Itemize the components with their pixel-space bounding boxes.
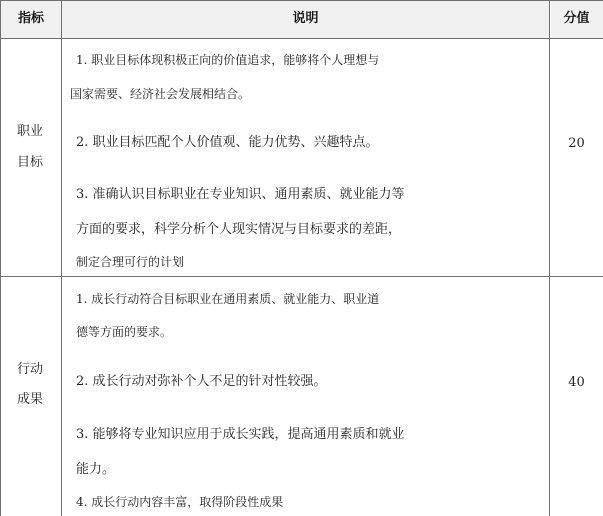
description-line: 制定合理可行的计划 bbox=[76, 255, 185, 269]
description-line: 1. 成长行动符合目标职业在通用素质、就业能力、职业道 bbox=[76, 292, 380, 306]
indicator-label: 成果 bbox=[17, 392, 44, 407]
indicator-label: 职业 bbox=[17, 124, 44, 139]
score-value: 40 bbox=[568, 375, 585, 390]
description-line: 能力。 bbox=[76, 462, 116, 477]
description-line: 2. 职业目标匹配个人价值观、能力优势、兴趣特点。 bbox=[76, 135, 379, 150]
description-line: 1. 职业目标体现积极正向的价值追求，能够将个人理想与 bbox=[76, 53, 380, 67]
indicator-label: 目标 bbox=[17, 155, 44, 170]
column-divider-1 bbox=[61, 0, 62, 516]
description-line: 3. 准确认识目标职业在专业知识、通用素质、就业能力等 bbox=[76, 187, 405, 202]
table-border-left bbox=[0, 0, 1, 516]
score-value: 20 bbox=[568, 136, 585, 151]
description-line: 2. 成长行动对弥补个人不足的针对性较强。 bbox=[76, 374, 327, 389]
header-score: 分值 bbox=[563, 11, 590, 26]
indicator-label: 行动 bbox=[17, 362, 44, 377]
header-divider bbox=[0, 38, 603, 39]
description-line: 德等方面的要求。 bbox=[76, 325, 173, 339]
row-divider bbox=[0, 276, 603, 277]
description-line: 3. 能够将专业知识应用于成长实践，提高通用素质和就业 bbox=[76, 427, 405, 442]
header-indicator: 指标 bbox=[17, 11, 44, 26]
header-description: 说明 bbox=[292, 11, 319, 26]
column-divider-2 bbox=[549, 0, 550, 516]
description-line: 方面的要求，科学分析个人现实情况与目标要求的差距， bbox=[76, 222, 402, 237]
description-line: 国家需要、经济社会发展相结合。 bbox=[70, 87, 251, 101]
description-line: 4. 成长行动内容丰富，取得阶段性成果 bbox=[76, 495, 284, 509]
